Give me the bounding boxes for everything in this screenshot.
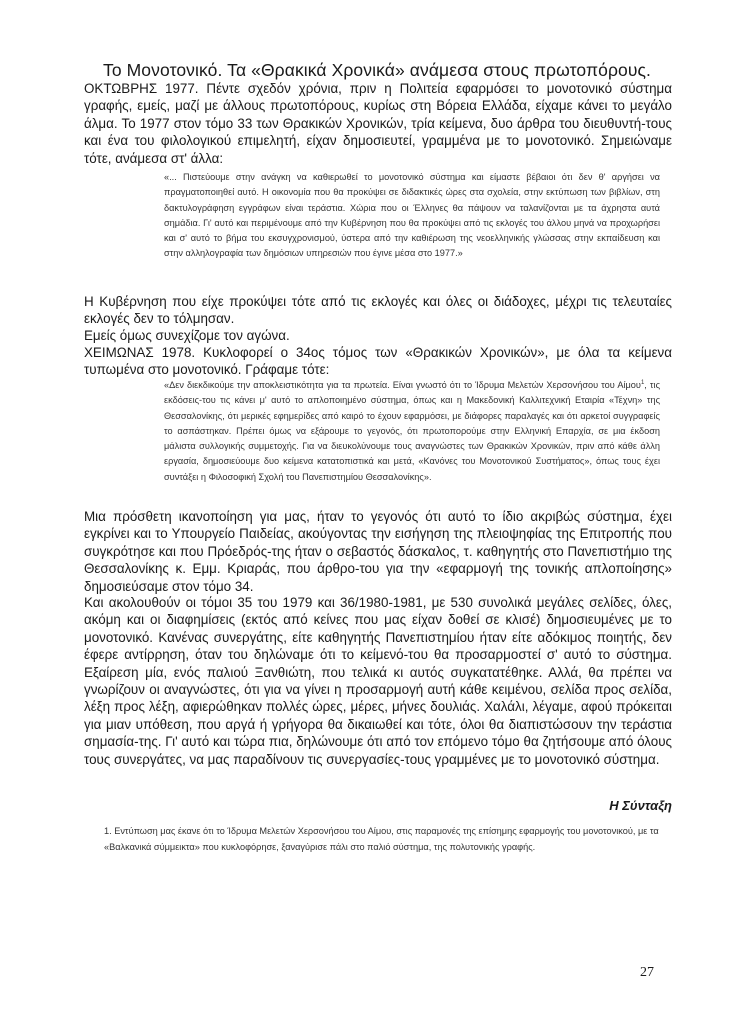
signature: Η Σύνταξη (609, 798, 672, 813)
article-title: Το Μονοτονικό. Τα «Θρακικά Χρονικά» ανάμεσα στους πρωτοπόρους. (102, 60, 652, 80)
footnote: 1. Εντύπωση μας έκανε ότι το Ίδρυμα Μελετών Χερσονήσου του Αίμου, στις παραμονές της επίσημης εφαρμογής του μονοτονικού, με τα «Βαλκανικά σύμμεικτα» που κυκλοφόρησε, ξαναγύρισε πάλι στο παλιό σύστημα, της πολυτονικής γραφής. (104, 826, 659, 852)
page-number: 27 (640, 965, 654, 980)
quote-1978 (164, 378, 660, 485)
paragraph-october-1977: ΟΚΤΩΒΡΗΣ 1977. Πέντε σχεδόν χρόνια, πριν η Πολιτεία εφαρμόσει το μονοτονικό σύστημα γραφής, εμείς, μαζί με άλλους πρωτοπόρους, κυρίως στη Βόρεια Ελλάδα, είχαμε κάνει το μεγάλο άλμα. Το 1977 στον τόμο 33 των Θρακικών Χρονικών, τρία κείμενα, δυο άρθρα του διευθυντή-τους και ένα του φιλολογικού επιμελητή, είχαν δημοσιευτεί, γραμμένα με το μονοτονικό. Σημειώναμε τότε, ανάμεσα στ' άλλα: (84, 81, 672, 166)
quote-1978-text-start: «Δεν διεκδικούμε την αποκλειστικότητα για τα πρωτεία. Είναι γνωστό ότι το Ίδρυμα Μελετών Χερσονήσου του Αίμου (164, 380, 641, 390)
paragraph-ministry-approval: Μια πρόσθετη ικανοποίηση για μας, ήταν το γεγονός ότι αυτό το ίδιο ακριβώς σύστημα, έχει εγκρίνει και το Υπουργείο Παιδείας, ακούγοντας την εισήγηση της πλειοψηφίας της Επιτροπής που συγκρότησε και που Πρόεδρός-της ήταν ο σεβαστός δάσκαλος, τ. καθηγητής στο Πανεπιστήμιο της Θεσσαλονίκης κ. Εμμ. Κριαράς, που άρθρο-του για την «εφαρμογή της τονικής απλοποίησης» δημοσιεύσαμε στον τόμο 34. (84, 509, 672, 594)
paragraph-volumes: Και ακολουθούν οι τόμοι 35 του 1979 και 36/1980-1981, με 530 συνολικά μεγάλες σελίδες, όλες, ακόμη και οι διαφημίσεις (εκτός από κείνες που μας είχαν δοθεί σε κλισέ) δημοσιευμένες με το μονοτονικό. Κανένας συνεργάτης, είτε καθηγητής Πανεπιστημίου ήταν είτε αδόκιμος ποιητής, δεν έφερε αντίρρηση, όταν του δηλώναμε ότι το κείμενό-του θα προσαρμοστεί σ' αυτό το σύστημα. Εξαίρεση μία, ενός παλιού Ξανθιώτη, που τελικά κι αυτός συγκατατέθηκε. Αλλά, θα πρέπει να γνωρίζουν οι αναγνώστες, ότι για να γίνει η προσαρμογή αυτή κάθε κειμένου, σελίδα προς σελίδα, λέξη προς λέξη, αφιερώθηκαν πολλές ώρες, μέρες, μήνες δουλιάς. Χαλάλι, λέγαμε, αφού πρόκειται για μιαν υπόθεση, που αργά ή γρήγορα θα δικαιωθεί και τότε, όλοι θα διαπιστώσουν την τεράστια σημασία-της. Γι' αυτό και τώρα πια, δηλώνουμε ότι από τον επόμενο τόμο θα ζητήσουμε από όλους τους συνεργάτες, να μας παραδίνουν τις συνεργασίες-τους γραμμένες με το μονοτονικό σύστημα. (84, 595, 672, 767)
quote-1978-text-end: , τις εκδόσεις-του τις κάνει μ' αυτό το απλοποιημένο σύστημα, όπως και η Μακεδονική Καλλιτεχνική Εταιρία «Τέχνη» της Θεσσαλονίκης, ότι μερικές εφημερίδες από καιρό το έχουν εφαρμόσει, με διάφορες παραλαγές και ότι αρκετοί συγγραφείς το ασπάστηκαν. Πρέπει όμως να εξάρουμε το γεγονός, ότι πρωτοπορούμε στην Ελληνική Επαρχία, σε μια έκδοση μάλιστα συλλογικής συμμετοχής. Για να διευκολύνουμε τους αναγνώστες των Θρακικών Χρονικών, πριν από κάθε άλλη εργασία, δημοσιεύουμε δυο κείμενα κατατοπιστικά και μετά, «Κανόνες του Μονοτονικού Συστήματος», όπως τους έχει συντάξει η Φιλοσοφική Σχολή του Πανεπιστημίου Θεσσαλονίκης». (164, 380, 660, 482)
paragraph-struggle: Εμείς όμως συνεχίζομε τον αγώνα. (84, 328, 290, 343)
quote-1977: «... Πιστεύουμε στην ανάγκη να καθιερωθεί το μονοτονικό σύστημα και είμαστε βέβαιοι ότι δεν θ' αργήσει να πραγματοποιηθεί αυτό. Η οικονομία που θα προκύψει σε διδακτικές ώρες στα σχολεία, στην εκτύπωση των βιβλίων, στη δακτυλογράφηση εγγράφων είναι τεράστια. Χώρια που οι Έλληνες θα πάψουν να ταλανίζονται με τα άχρηστα αυτά σημάδια. Γι' αυτό και περιμένουμε από την Κυβέρνηση που θα προκύψει από τις εκλογές του άλλου μηνά να προχωρήσει και σ' αυτό το βήμα του εκσυγχρονισμού, ύστερα από την καθιέρωση της νεοελληνικής γλώσσας στην εκπαίδευση και στην αλληλογραφία των δημόσιων υπηρεσιών που έγινε μέσα στο 1977.» (164, 172, 660, 259)
footnote-marker: 1 (640, 379, 645, 386)
paragraph-government: Η Κυβέρνηση που είχε προκύψει τότε από τις εκλογές και όλες οι διάδοχες, μέχρι τις τελευταίες εκλογές δεν το τόλμησαν. (84, 294, 672, 327)
paragraph-winter-1978: ΧΕΙΜΩΝΑΣ 1978. Κυκλοφορεί ο 34ος τόμος των «Θρακικών Χρονικών», με όλα τα κείμενα τυπωμένα στο μονοτονικό. Γράφαμε τότε: (84, 345, 672, 378)
